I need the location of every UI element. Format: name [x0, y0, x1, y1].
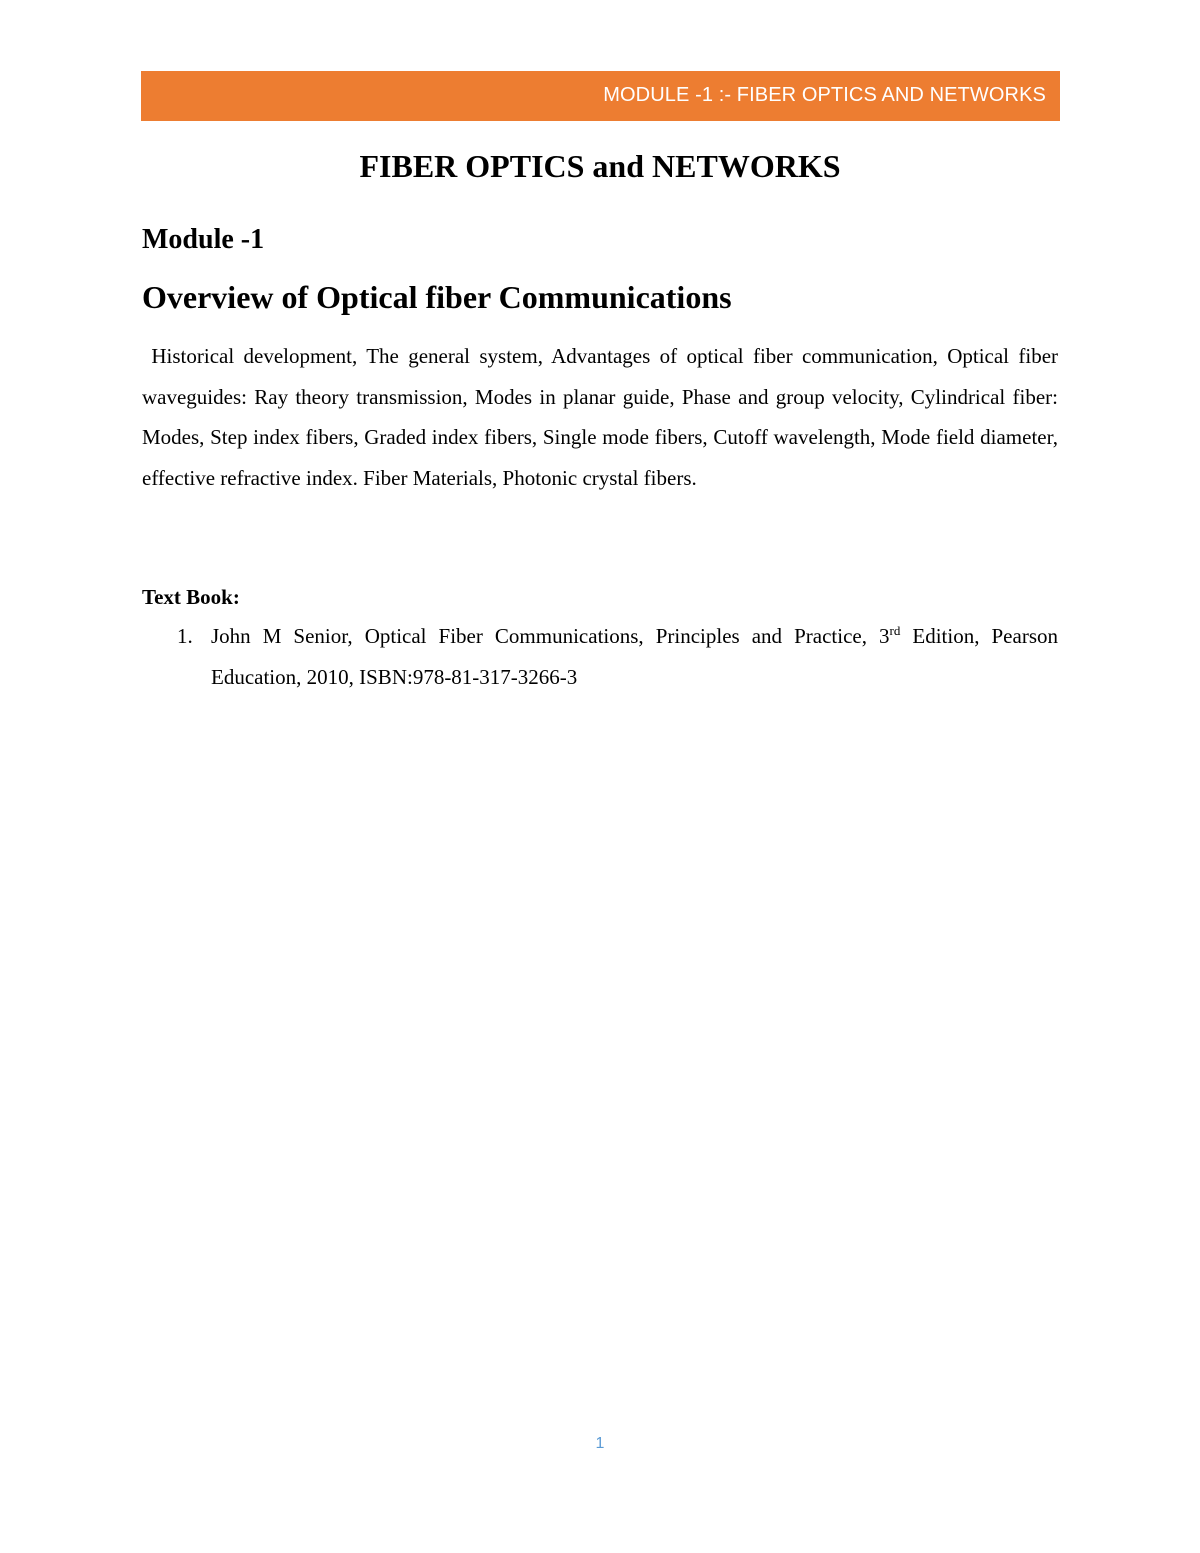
textbook-citation-part2: Edition, Pearson Education, 2010, ISBN:978-81-317-3266-3: [211, 624, 1058, 689]
syllabus-paragraph: [142, 336, 1058, 498]
module-heading: Module -1: [142, 224, 265, 255]
section-heading: Overview of Optical fiber Communications: [142, 279, 732, 315]
header-band: [141, 71, 1060, 121]
textbook-citation-part1: John M Senior, Optical Fiber Communications, Principles and Practice, 3: [211, 624, 890, 648]
list-item-number: 1.: [177, 624, 193, 648]
syllabus-text: Historical development, The general system, Advantages of optical fiber communication, Optical fiber waveguides: Ray theory transmission, Modes in planar guide, Phase and group velocity, Cylindrical fiber: Modes, Step index fibers, Graded index fibers, Single mode fibers, Cutoff wavelength, Mode field diameter, effective refractive index. Fiber Materials, Photonic crystal fibers.: [142, 344, 1059, 490]
textbook-label: Text Book:: [142, 585, 240, 609]
running-header-title: MODULE -1 :- FIBER OPTICS AND NETWORKS: [603, 84, 1046, 106]
edition-ordinal-suffix: rd: [889, 623, 901, 638]
document-title: FIBER OPTICS and NETWORKS: [359, 148, 841, 184]
list-item: [142, 616, 1058, 697]
textbook-list: [142, 616, 1058, 697]
page-number: 1: [595, 1435, 605, 1452]
